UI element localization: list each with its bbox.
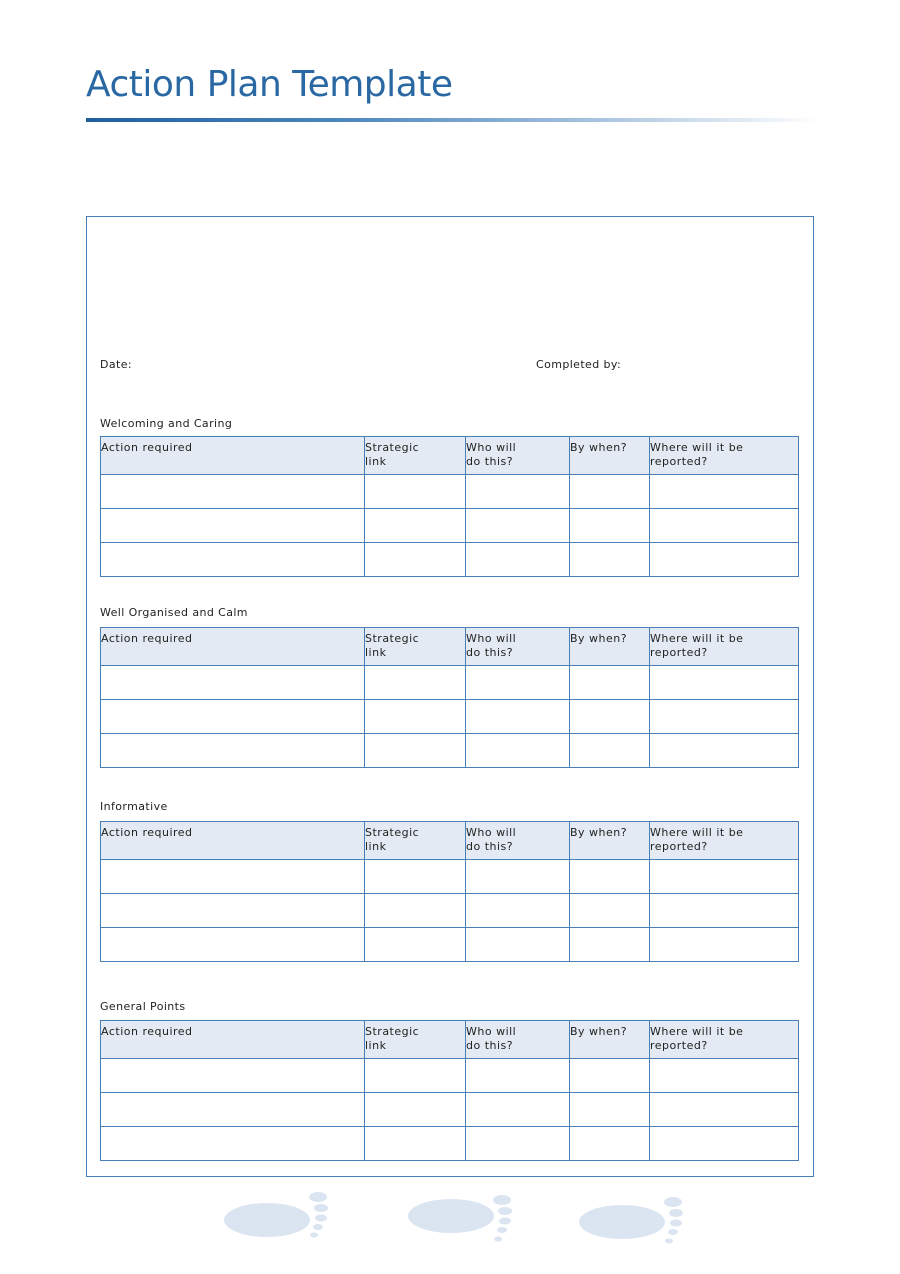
column-header-action: Action required	[101, 822, 365, 860]
column-header-action: Action required	[101, 628, 365, 666]
action-table-well-organised	[100, 627, 799, 768]
table-cell[interactable]	[570, 928, 650, 962]
table-cell[interactable]	[466, 928, 570, 962]
table-cell[interactable]	[466, 1093, 570, 1127]
table-cell[interactable]	[466, 543, 570, 577]
table-header-row	[101, 822, 799, 860]
column-header-strategic-link: Strategic link	[365, 822, 466, 860]
table-cell[interactable]	[570, 1093, 650, 1127]
completed-by-label: Completed by:	[536, 358, 622, 371]
table-header-row	[101, 437, 799, 475]
column-header-who: Who will do this?	[466, 628, 570, 666]
table-cell[interactable]	[101, 509, 365, 543]
action-table-general-points	[100, 1020, 799, 1161]
table-cell[interactable]	[365, 860, 466, 894]
table-cell[interactable]	[101, 1093, 365, 1127]
table-cell[interactable]	[650, 734, 799, 768]
table-cell[interactable]	[365, 1059, 466, 1093]
table-cell[interactable]	[466, 666, 570, 700]
table-cell[interactable]	[650, 509, 799, 543]
table-cell[interactable]	[650, 700, 799, 734]
table-row	[101, 666, 799, 700]
footprint-icon	[577, 1190, 687, 1250]
table-cell[interactable]	[570, 1127, 650, 1161]
page-title: Action Plan Template	[86, 64, 453, 105]
column-header-strategic-link: Strategic link	[365, 628, 466, 666]
table-cell[interactable]	[650, 1059, 799, 1093]
table-cell[interactable]	[650, 666, 799, 700]
table-row	[101, 1127, 799, 1161]
table-cell[interactable]	[570, 1059, 650, 1093]
action-table-informative	[100, 821, 799, 962]
table-cell[interactable]	[101, 1059, 365, 1093]
table-cell[interactable]	[365, 700, 466, 734]
table-cell[interactable]	[365, 928, 466, 962]
table-cell[interactable]	[466, 734, 570, 768]
table-cell[interactable]	[466, 1127, 570, 1161]
table-row	[101, 1093, 799, 1127]
table-cell[interactable]	[365, 666, 466, 700]
table-cell[interactable]	[650, 1093, 799, 1127]
table-row	[101, 894, 799, 928]
table-cell[interactable]	[570, 543, 650, 577]
title-divider	[86, 118, 820, 122]
table-cell[interactable]	[365, 894, 466, 928]
table-cell[interactable]	[466, 509, 570, 543]
section-title-informative: Informative	[100, 800, 168, 813]
column-header-strategic-link: Strategic link	[365, 437, 466, 475]
table-cell[interactable]	[101, 860, 365, 894]
table-cell[interactable]	[570, 734, 650, 768]
table-cell[interactable]	[466, 860, 570, 894]
action-table-welcoming	[100, 436, 799, 577]
table-cell[interactable]	[650, 543, 799, 577]
table-cell[interactable]	[650, 860, 799, 894]
table-row	[101, 700, 799, 734]
table-cell[interactable]	[101, 700, 365, 734]
table-row	[101, 475, 799, 509]
table-cell[interactable]	[365, 1127, 466, 1161]
table-row	[101, 860, 799, 894]
column-header-reported: Where will it be reported?	[650, 1021, 799, 1059]
table-cell[interactable]	[466, 1059, 570, 1093]
table-row	[101, 734, 799, 768]
table-cell[interactable]	[570, 860, 650, 894]
table-cell[interactable]	[570, 700, 650, 734]
table-header-row	[101, 628, 799, 666]
table-cell[interactable]	[101, 1127, 365, 1161]
table-header-row	[101, 1021, 799, 1059]
table-cell[interactable]	[650, 1127, 799, 1161]
column-header-action: Action required	[101, 437, 365, 475]
column-header-strategic-link: Strategic link	[365, 1021, 466, 1059]
table-cell[interactable]	[101, 543, 365, 577]
column-header-by-when: By when?	[570, 1021, 650, 1059]
table-cell[interactable]	[365, 509, 466, 543]
section-title-well-organised: Well Organised and Calm	[100, 606, 248, 619]
table-cell[interactable]	[365, 734, 466, 768]
table-cell[interactable]	[466, 894, 570, 928]
table-cell[interactable]	[650, 894, 799, 928]
table-cell[interactable]	[570, 666, 650, 700]
table-cell[interactable]	[570, 509, 650, 543]
column-header-by-when: By when?	[570, 437, 650, 475]
table-row	[101, 928, 799, 962]
table-cell[interactable]	[466, 700, 570, 734]
footprint-icon	[222, 1190, 332, 1250]
table-cell[interactable]	[650, 928, 799, 962]
column-header-who: Who will do this?	[466, 1021, 570, 1059]
date-label: Date:	[100, 358, 132, 371]
table-cell[interactable]	[650, 475, 799, 509]
column-header-reported: Where will it be reported?	[650, 437, 799, 475]
footprint-icon	[406, 1190, 516, 1250]
column-header-who: Who will do this?	[466, 437, 570, 475]
column-header-who: Who will do this?	[466, 822, 570, 860]
table-row	[101, 543, 799, 577]
table-cell[interactable]	[101, 894, 365, 928]
table-cell[interactable]	[101, 928, 365, 962]
table-cell[interactable]	[365, 475, 466, 509]
table-row	[101, 1059, 799, 1093]
table-cell[interactable]	[365, 1093, 466, 1127]
column-header-reported: Where will it be reported?	[650, 822, 799, 860]
table-cell[interactable]	[466, 475, 570, 509]
section-title-welcoming: Welcoming and Caring	[100, 417, 233, 430]
table-cell[interactable]	[570, 475, 650, 509]
column-header-action: Action required	[101, 1021, 365, 1059]
table-cell[interactable]	[101, 475, 365, 509]
table-cell[interactable]	[101, 734, 365, 768]
table-cell[interactable]	[365, 543, 466, 577]
column-header-by-when: By when?	[570, 822, 650, 860]
table-row	[101, 509, 799, 543]
table-cell[interactable]	[570, 894, 650, 928]
column-header-reported: Where will it be reported?	[650, 628, 799, 666]
column-header-by-when: By when?	[570, 628, 650, 666]
table-cell[interactable]	[101, 666, 365, 700]
section-title-general-points: General Points	[100, 1000, 186, 1013]
